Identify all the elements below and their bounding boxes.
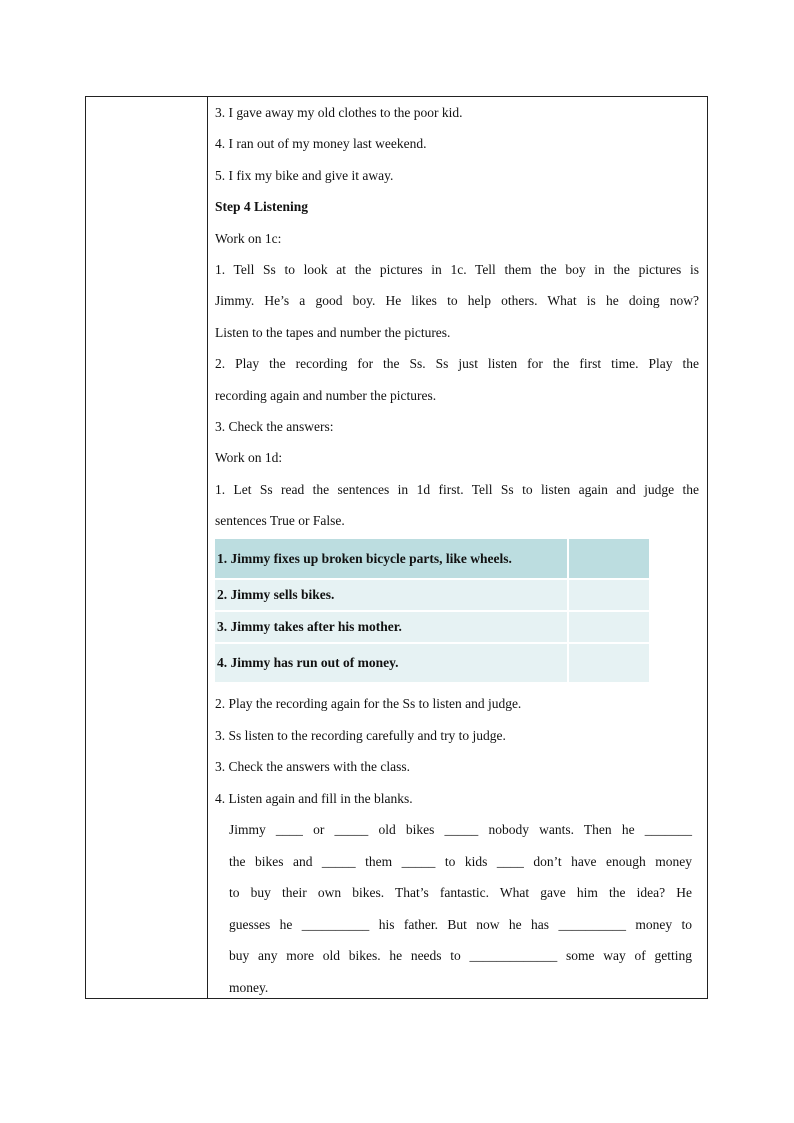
text-line: 2. Play the recording for the Ss. Ss just listen for the first time. Play the xyxy=(215,356,699,372)
passage-line: Jimmy ____ or _____ old bikes _____ nobody wants. Then he _______ xyxy=(229,822,692,838)
lesson-content-cell xyxy=(215,97,699,1004)
table-cell-sentence: 2. Jimmy sells bikes. xyxy=(215,579,568,611)
work-on-1d-label: Work on 1d: xyxy=(215,450,283,466)
text-line: 2. Play the recording again for the Ss to listen and judge. xyxy=(215,696,522,712)
text-line: sentences True or False. xyxy=(215,513,345,529)
table-row xyxy=(215,539,649,579)
text-line: 5. I fix my bike and give it away. xyxy=(215,167,394,183)
work-on-1c-label: Work on 1c: xyxy=(215,230,282,246)
fill-in-blanks-passage xyxy=(215,814,699,1004)
text-line: 4. I ran out of my money last weekend. xyxy=(215,136,427,152)
text-line: 3. Ss listen to the recording carefully and try to judge. xyxy=(215,727,506,743)
table-cell-answer xyxy=(568,579,649,611)
passage-line: buy any more old bikes. he needs to _____________ some way of getting xyxy=(229,948,692,964)
table-cell-sentence: 1. Jimmy fixes up broken bicycle parts, like wheels. xyxy=(215,539,568,579)
table-cell-sentence: 3. Jimmy takes after his mother. xyxy=(215,611,568,643)
text-line: Jimmy. He’s a good boy. He likes to help others. What is he doing now? xyxy=(215,293,699,309)
text-line: 3. Check the answers: xyxy=(215,418,334,434)
table-cell-answer xyxy=(568,539,649,579)
text-line: Listen to the tapes and number the pictures. xyxy=(215,324,451,340)
table-row xyxy=(215,611,649,643)
passage-line: to buy their own bikes. That’s fantastic. What gave him the idea? He xyxy=(229,885,692,901)
table-cell-answer xyxy=(568,611,649,643)
passage-line: guesses he __________ his father. But now he has __________ money to xyxy=(229,916,692,932)
step-heading: Step 4 Listening xyxy=(215,199,309,215)
text-line: recording again and number the pictures. xyxy=(215,387,437,403)
table-column-divider xyxy=(207,96,208,999)
text-line: 3. Check the answers with the class. xyxy=(215,759,410,775)
table-cell-sentence: 4. Jimmy has run out of money. xyxy=(215,643,568,683)
true-false-table xyxy=(215,539,649,684)
text-line: 3. I gave away my old clothes to the poor kid. xyxy=(215,105,463,120)
passage-line: the bikes and _____ them _____ to kids ____ don’t have enough money xyxy=(229,853,692,869)
text-line: 4. Listen again and fill in the blanks. xyxy=(215,790,413,806)
table-row xyxy=(215,579,649,611)
table-row xyxy=(215,643,649,683)
text-line: 1. Let Ss read the sentences in 1d first. Tell Ss to listen again and judge the xyxy=(215,481,699,497)
table-cell-answer xyxy=(568,643,649,683)
text-line: 1. Tell Ss to look at the pictures in 1c. Tell them the boy in the pictures is xyxy=(215,261,699,277)
passage-line: money. xyxy=(229,980,269,995)
